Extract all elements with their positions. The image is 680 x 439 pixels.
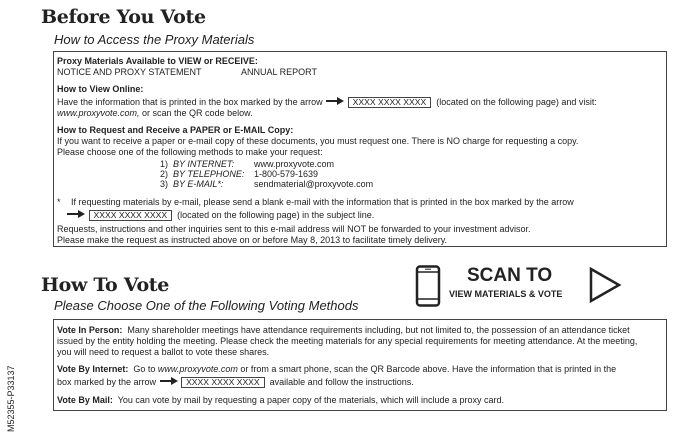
method-value[interactable]: sendmaterial@proxyvote.com: [254, 179, 374, 189]
smartphone-icon: [415, 265, 441, 307]
method-label: BY INTERNET:: [173, 159, 235, 169]
vote-internet-line1: [57, 364, 616, 375]
control-number-box: XXXX XXXX XXXX: [181, 377, 265, 388]
vote-mail-label: Vote By Mail:: [57, 395, 113, 405]
online-line1: [57, 96, 597, 108]
right-arrow-icon: [159, 376, 179, 386]
vote-internet-line2: [57, 376, 414, 388]
method-row-email: [160, 179, 373, 189]
vote-mail-text: You can vote by mail by requesting a paper copy of the materials, which will include a proxy card.: [117, 395, 505, 405]
closing-line1: Requests, instructions and other inquiries sent to this e-mail address will NOT be forwarded to your investment advisor.: [57, 224, 531, 234]
method-num: 3): [160, 179, 169, 189]
vote-internet-link[interactable]: www.proxyvote.com: [157, 364, 238, 374]
request-heading: How to Request and Receive a PAPER or E-MAIL Copy:: [57, 125, 294, 135]
vote-internet-line2-pre: box marked by the arrow: [57, 377, 157, 387]
online-line2: [57, 108, 253, 119]
control-number-box: XXXX XXXX XXXX: [89, 210, 173, 221]
footnote-line2-post: (located on the following page) in the subject line.: [177, 210, 375, 220]
before-title: Before You Vote: [41, 6, 206, 28]
method-num: 1): [160, 159, 169, 169]
vote-internet-line2-post: available and follow the instructions.: [269, 377, 414, 387]
closing-line2: Please make the request as instructed above on or before May 8, 2013 to facilitate timely delivery.: [57, 235, 448, 245]
footnote-star: *: [57, 197, 61, 207]
online-line1-post: (located on the following page) and visit:: [436, 97, 597, 107]
vote-internet-post: or from a smart phone, scan the QR Barcode above. Have the information that is printed in the: [237, 364, 617, 374]
request-methods: [160, 159, 373, 189]
scan-to-subtitle: VIEW MATERIALS & VOTE: [449, 289, 563, 299]
request-line2: Please choose one of the following methods to make your request:: [57, 147, 323, 157]
vote-mail-line: [57, 395, 504, 406]
vote-in-person-label: Vote In Person:: [57, 325, 123, 335]
method-label: BY E-MAIL*:: [173, 179, 224, 189]
materials-item-annual: ANNUAL REPORT: [241, 67, 318, 77]
right-arrow-icon: [325, 96, 345, 106]
online-line2-post: or scan the QR code below.: [139, 108, 253, 118]
side-code: M52355-P33137: [6, 365, 16, 432]
online-heading: How to View Online:: [57, 84, 144, 94]
play-triangle-icon: [588, 267, 622, 303]
how-subtitle: Please Choose One of the Following Voting Methods: [54, 298, 359, 313]
vote-in-person-line3: you will need to request a ballot to vote these shares.: [57, 347, 270, 357]
before-subtitle: How to Access the Proxy Materials: [54, 32, 255, 47]
vote-in-person-line1: [57, 325, 630, 336]
footnote-line2: [66, 209, 374, 221]
materials-item-notice: NOTICE AND PROXY STATEMENT: [57, 67, 202, 77]
method-value[interactable]: www.proxyvote.com: [254, 159, 335, 169]
proxyvote-link[interactable]: www.proxyvote.com,: [57, 108, 140, 118]
scan-to-title: SCAN TO: [467, 265, 553, 286]
vote-internet-label: Vote By Internet:: [57, 364, 129, 374]
vote-internet-pre: Go to: [133, 364, 158, 374]
method-label: BY TELEPHONE:: [173, 169, 245, 179]
how-title: How To Vote: [41, 274, 170, 296]
method-num: 2): [160, 169, 169, 179]
right-arrow-icon: [66, 209, 86, 219]
method-row-internet: [160, 159, 373, 169]
method-row-telephone: [160, 169, 373, 179]
footnote-line1: If requesting materials by e-mail, please send a blank e-mail with the information that is printed in the box marked by the arrow: [71, 197, 574, 207]
control-number-box: XXXX XXXX XXXX: [348, 97, 432, 108]
vote-in-person-text1: Many shareholder meetings have attendance requirements including, but not limited to, the possession of an attendance ticket: [127, 325, 630, 335]
vote-in-person-line2: issued by the entity holding the meeting. Please check the meeting materials for any special requirements for meeting attendance. At the meeting,: [57, 336, 638, 346]
method-value[interactable]: 1-800-579-1639: [254, 169, 319, 179]
materials-heading: Proxy Materials Available to VIEW or RECEIVE:: [57, 56, 258, 66]
request-line1: If you want to receive a paper or e-mail copy of these documents, you must request one. There is NO charge for requesting a copy.: [57, 136, 579, 146]
online-line1-pre: Have the information that is printed in the box marked by the arrow: [57, 97, 323, 107]
